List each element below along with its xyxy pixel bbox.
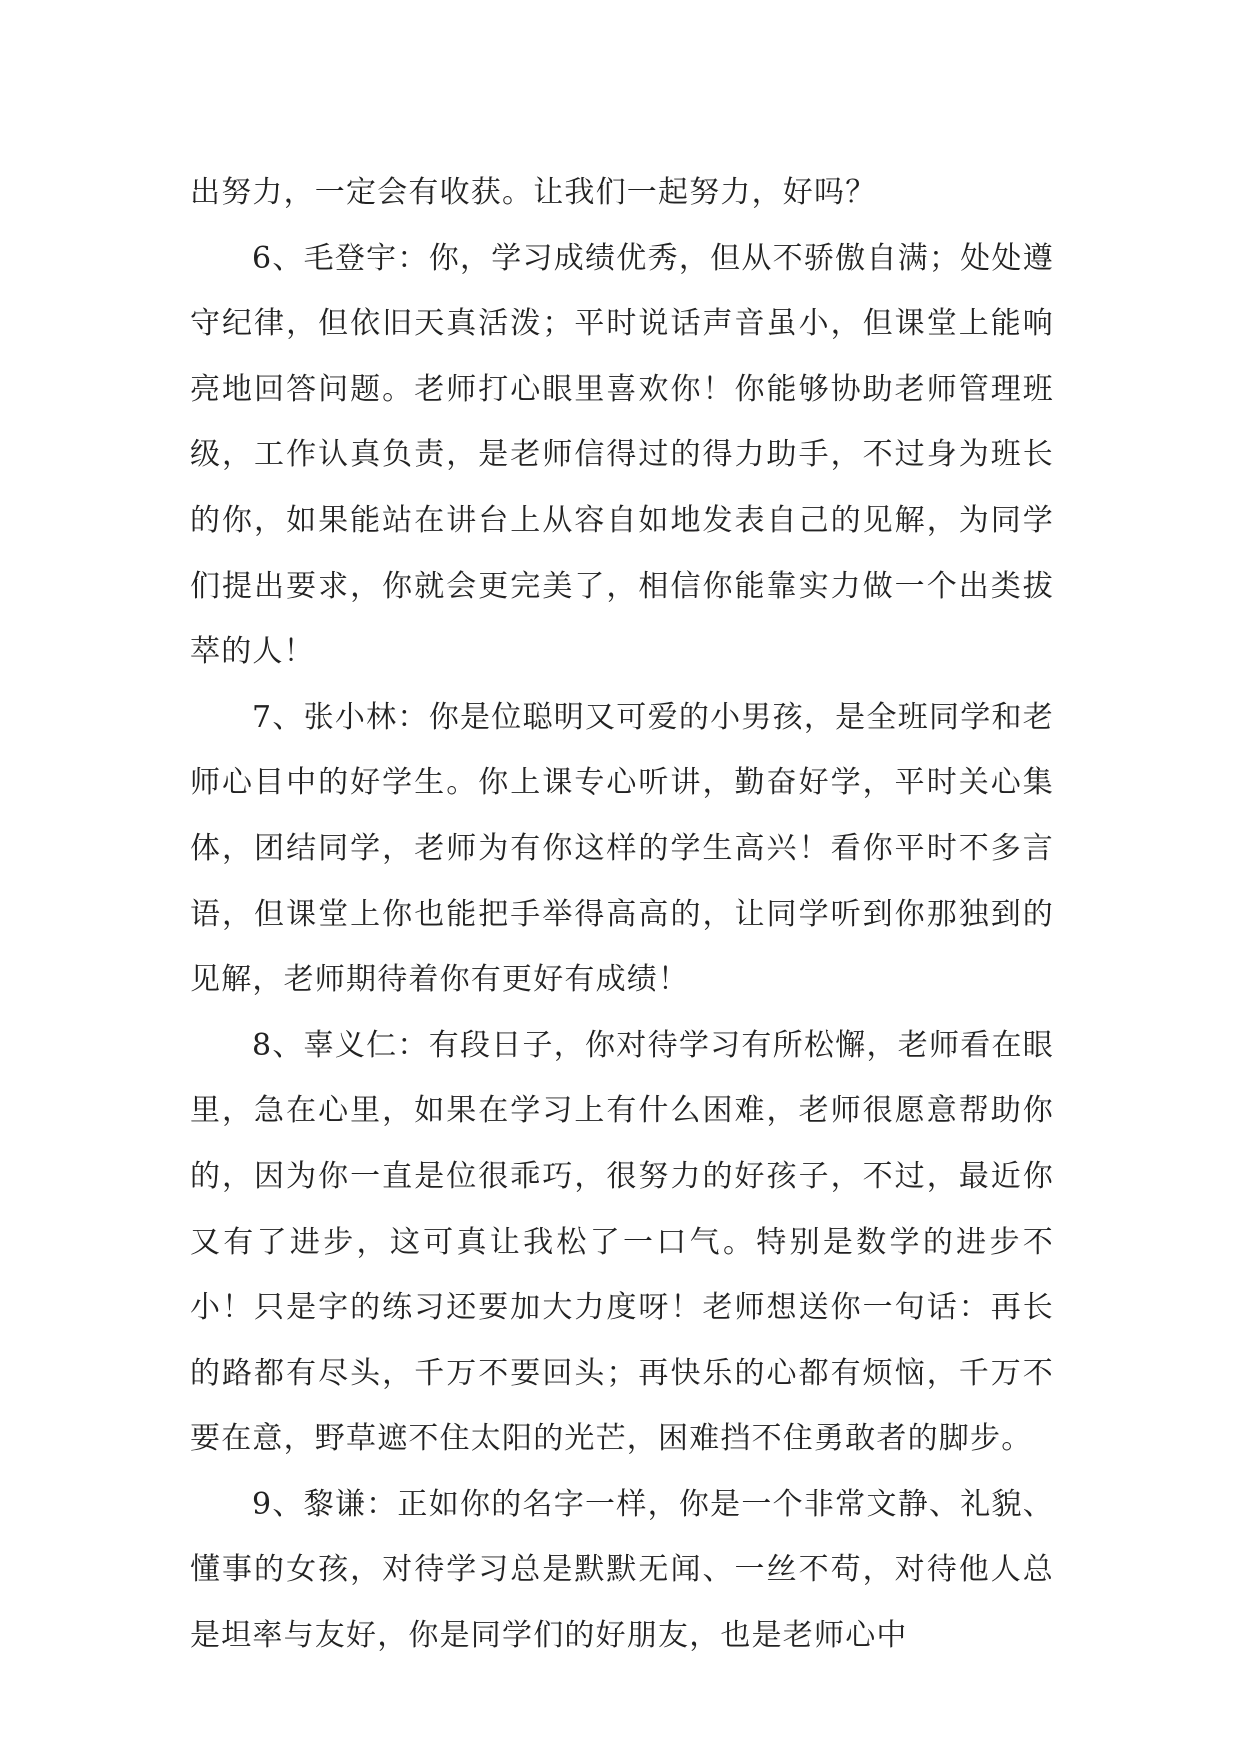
paragraph-comment-6: 6、毛登宇：你，学习成绩优秀，但从不骄傲自满；处处遵守纪律，但依旧天真活泼；平时说话声音虽小，但课堂上能响亮地回答问题。老师打心眼里喜欢你！你能够协助老师管理班级，工作认真负责，是老师信得过的得力助手，不过身为班长的你，如果能站在讲台上从容自如地发表自己的见解，为同学们提出要求，你就会更完美了，相信你能靠实力做一个出类拔萃的人！	[190, 240, 1054, 670]
paragraph-comment-9: 9、黎谦：正如你的名字一样，你是一个非常文静、礼貌、懂事的女孩，对待学习总是默默无闻、一丝不苟，对待他人总是坦率与友好，你是同学们的好朋友，也是老师心中	[190, 1486, 1054, 1654]
paragraph-comment-7: 7、张小林：你是位聪明又可爱的小男孩，是全班同学和老师心目中的好学生。你上课专心听讲，勤奋好学，平时关心集体，团结同学，老师为有你这样的学生高兴！看你平时不多言语，但课堂上你也能把手举得高高的，让同学听到你那独到的见解，老师期待着你有更好有成绩！	[190, 699, 1054, 998]
body-text	[190, 160, 1054, 1669]
paragraph-comment-8: 8、辜义仁：有段日子，你对待学习有所松懈，老师看在眼里，急在心里，如果在学习上有什么困难，老师很愿意帮助你的，因为你一直是位很乖巧，很努力的好孩子，不过，最近你又有了进步，这可真让我松了一口气。特别是数学的进步不小！只是字的练习还要加大力度呀！老师想送你一句话：再长的路都有尽头，千万不要回头；再快乐的心都有烦恼，千万不要在意，野草遮不住太阳的光芒，困难挡不住勇敢者的脚步。	[190, 1027, 1054, 1457]
paragraph-continuation: 出努力，一定会有收获。让我们一起努力，好吗？	[190, 175, 877, 210]
